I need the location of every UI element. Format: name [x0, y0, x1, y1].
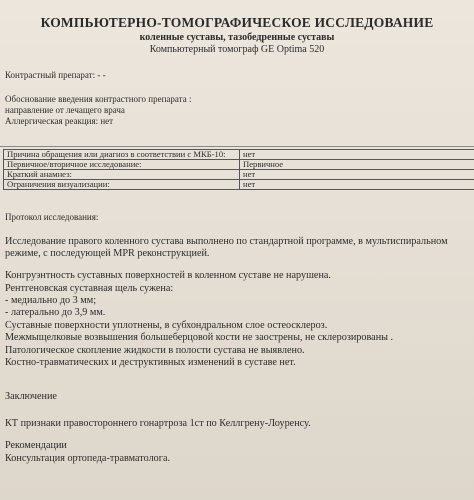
finding-line: Костно-травматических и деструктивных изменений в суставе нет.: [5, 357, 296, 368]
table-cell-value: Первичное: [240, 160, 474, 170]
contrast-agent: Контрастный препарат: - -: [5, 70, 106, 80]
table-row: [4, 170, 474, 180]
table-cell-value: нет: [240, 170, 474, 180]
table-cell-label: Первичное/вторичное исследование:: [4, 160, 240, 170]
conclusion-text: КТ признаки правостороннего гонартроза 1ст по Келлгрену-Лоуренсу.: [5, 418, 311, 429]
divider-line: [0, 146, 474, 147]
finding-line: - латерально до 3,9 мм.: [5, 307, 106, 318]
report-subtitle: коленные суставы, тазобедренные суставы: [139, 32, 335, 43]
exam-info-table: [3, 149, 474, 190]
contrast-referral: направление от лечащего врача: [5, 105, 125, 115]
table-cell-value: нет: [240, 150, 474, 160]
conclusion-label: Заключение: [5, 391, 57, 402]
table-row: [4, 180, 474, 190]
finding-line: Суставные поверхности уплотнены, в субхондральном слое остеосклероз.: [5, 320, 328, 331]
allergy-reaction: Аллергическая реакция: нет: [5, 116, 114, 126]
recommendations-label: Рекомендации: [5, 440, 67, 451]
finding-line: Рентгеновская суставная щель сужена:: [5, 283, 174, 294]
table-cell-label: Ограничения визуализации:: [4, 180, 240, 190]
recommendations-text: Консультация ортопеда-травматолога.: [5, 453, 171, 464]
finding-line: Конгруэнтность суставных поверхностей в коленном суставе не нарушена.: [5, 270, 331, 281]
protocol-intro-line-2: режиме, с последующей MPR реконструкцией.: [5, 248, 210, 259]
contrast-justification-label: Обоснование введения контрастного препарата :: [5, 94, 192, 104]
device-name: Компьютерный томограф GE Optima 520: [149, 44, 325, 55]
table-cell-value: нет: [240, 180, 474, 190]
protocol-intro-line-1: Исследование правого коленного сустава выполнено по стандартной программе, в мультиспиральном: [5, 236, 448, 247]
table-cell-label: Причина обращения или диагноз в соответствии с МКБ-10:: [4, 150, 240, 160]
table-row: [4, 150, 474, 160]
table-cell-label: Краткий анамнез:: [4, 170, 240, 180]
finding-line: - медиально до 3 мм;: [5, 295, 97, 306]
finding-line: Межмыщелковые возвышения большеберцовой кости не заострены, не склерозированы .: [5, 332, 394, 343]
finding-line: Патологическое скопление жидкости в полости сустава не выявлено.: [5, 345, 305, 356]
protocol-label: Протокол исследования:: [5, 212, 99, 222]
table-row: [4, 160, 474, 170]
report-title: КОМПЬЮТЕРНО-ТОМОГРАФИЧЕСКОЕ ИССЛЕДОВАНИЕ: [40, 15, 434, 30]
